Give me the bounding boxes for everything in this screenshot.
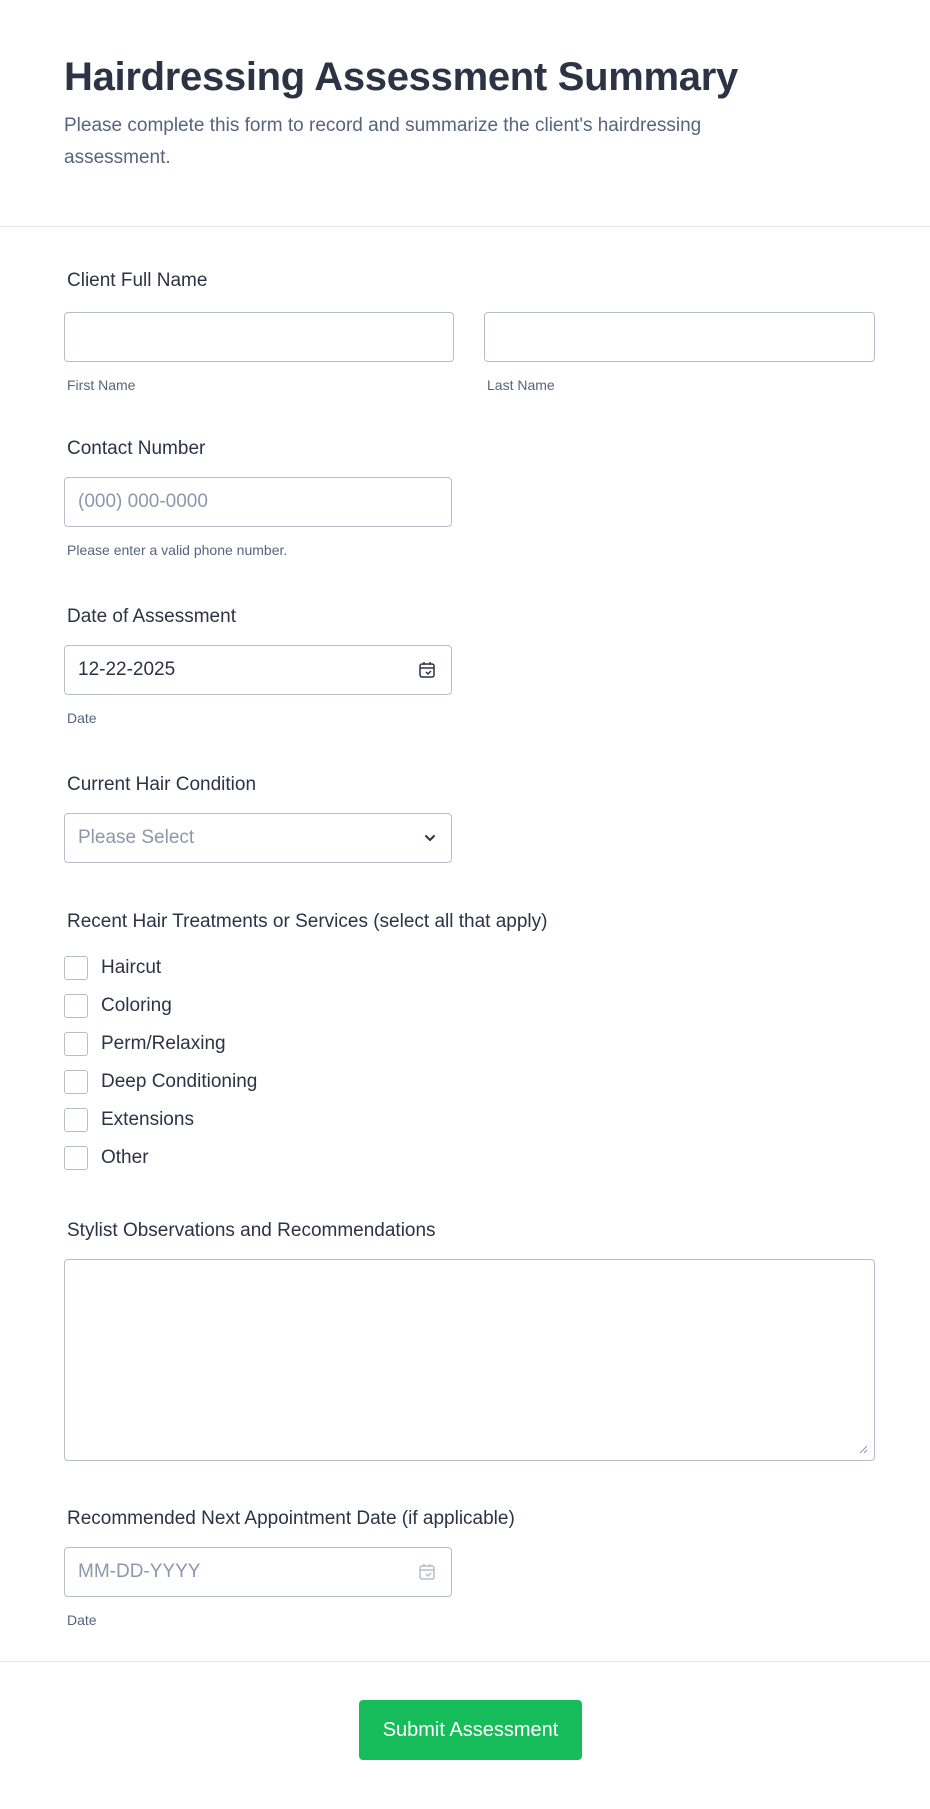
checkbox[interactable] [64,994,88,1018]
footer-divider [0,1661,930,1662]
assessment-date-value: 12-22-2025 [78,659,176,680]
hair-condition-placeholder: Please Select [78,827,195,848]
form-header [0,0,930,227]
contact-number-field [64,438,452,558]
assessment-date-field [64,606,452,726]
last-name-group [484,312,875,393]
checkbox-option-haircut[interactable] [64,949,547,987]
next-appointment-placeholder: MM-DD-YYYY [78,1561,201,1582]
observations-label: Stylist Observations and Recommendations [67,1220,436,1241]
checkbox-label: Coloring [101,995,172,1016]
phone-hint: Please enter a valid phone number. [67,542,288,558]
submit-button[interactable]: Submit Assessment [359,1700,582,1760]
checkbox[interactable] [64,1146,88,1170]
first-name-input[interactable] [64,312,454,362]
last-name-input[interactable] [484,312,875,362]
chevron-down-icon [421,829,439,847]
observations-textarea[interactable] [64,1259,875,1461]
next-appointment-sublabel: Date [67,1612,97,1628]
phone-placeholder: (000) 000-0000 [78,491,208,512]
first-name-sublabel: First Name [67,377,136,393]
checkbox[interactable] [64,1070,88,1094]
hair-condition-select[interactable] [64,813,452,863]
checkbox-option-coloring[interactable] [64,987,547,1025]
checkbox-option-extensions[interactable] [64,1101,547,1139]
next-appointment-input[interactable] [64,1547,452,1597]
checkbox-option-perm-relaxing[interactable] [64,1025,547,1063]
checkbox[interactable] [64,1032,88,1056]
treatments-options [64,949,547,1177]
assessment-date-input[interactable] [64,645,452,695]
calendar-icon[interactable] [417,1562,437,1582]
next-appointment-field [64,1508,515,1628]
contact-number-label: Contact Number [67,438,206,459]
observations-field [64,1220,875,1461]
assessment-date-label: Date of Assessment [67,606,236,627]
checkbox-option-other[interactable] [64,1139,547,1177]
page-subtitle: Please complete this form to record and summarize the client's hairdressing assessment. [64,115,702,168]
checkbox-label: Haircut [101,957,162,978]
phone-input[interactable] [64,477,452,527]
treatments-field [64,911,547,1177]
assessment-date-sublabel: Date [67,710,97,726]
hair-condition-field [64,774,452,863]
page-title: Hairdressing Assessment Summary [64,55,738,99]
treatments-label: Recent Hair Treatments or Services (select all that apply) [67,911,548,932]
checkbox-label: Deep Conditioning [101,1071,258,1092]
next-appointment-label: Recommended Next Appointment Date (if applicable) [67,1508,515,1529]
checkbox[interactable] [64,1108,88,1132]
first-name-group [64,312,454,393]
last-name-sublabel: Last Name [487,377,555,393]
hair-condition-label: Current Hair Condition [67,774,257,795]
checkbox-label: Extensions [101,1109,194,1130]
checkbox-option-deep-conditioning[interactable] [64,1063,547,1101]
calendar-icon[interactable] [417,660,437,680]
checkbox[interactable] [64,956,88,980]
client-name-label: Client Full Name [67,270,208,291]
checkbox-label: Other [101,1147,149,1168]
checkbox-label: Perm/Relaxing [101,1033,226,1054]
client-name-field [64,270,207,292]
resize-grip-icon[interactable] [858,1444,868,1454]
